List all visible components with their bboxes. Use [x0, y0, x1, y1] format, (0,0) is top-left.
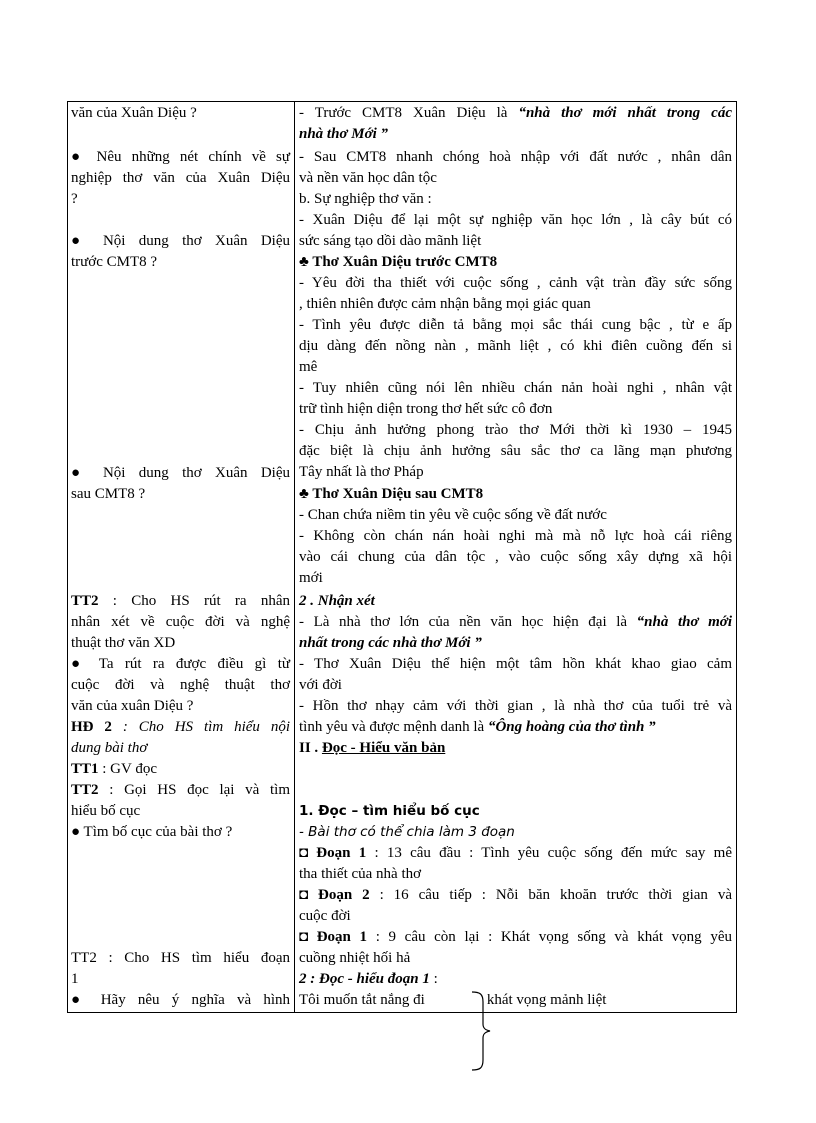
right-line: - Yêu đời tha thiết với cuộc sống , cảnh vật tràn đầy sức sống: [299, 275, 732, 291]
right-line: tha thiết của nhà thơ: [299, 866, 422, 882]
left-column-questions: [68, 102, 294, 1012]
right-line: ♣ Thơ Xuân Diệu sau CMT8: [299, 486, 484, 502]
right-line: - Chan chứa niềm tin yêu về cuộc sống về đất nước: [299, 507, 607, 523]
right-line: nhà thơ Mới ”: [299, 126, 389, 142]
right-line: b. Sự nghiệp thơ văn :: [299, 191, 432, 207]
right-line: cuộc đời: [299, 908, 351, 924]
right-line: mới: [299, 570, 323, 586]
right-line: 1. Đọc – tìm hiểu bố cục: [299, 803, 480, 819]
left-line: ● Nội dung thơ Xuân Diệu: [71, 465, 290, 481]
left-line: hiểu bố cục: [71, 803, 141, 819]
left-line: TT1 : GV đọc: [71, 761, 157, 777]
right-line: - Hồn thơ nhạy cảm với thời gian , là nhà thơ của tuổi trẻ và: [299, 698, 732, 714]
left-line: cuộc đời và nghệ thuật thơ: [71, 677, 290, 693]
right-line: - Tình yêu được diễn tả bằng mọi sắc thái cung bậc , từ e ấp: [299, 317, 732, 333]
left-line: văn của xuân Diệu ?: [71, 698, 194, 714]
right-line: với đời: [299, 677, 342, 693]
right-line: II . Đọc - Hiểu văn bản: [299, 740, 446, 756]
right-column-content: [295, 102, 738, 1012]
left-line: văn của Xuân Diệu ?: [71, 105, 197, 121]
right-line: - Là nhà thơ lớn của nền văn học hiện đại là “nhà thơ mới: [299, 614, 732, 630]
right-line: - Bài thơ có thể chia làm 3 đoạn: [299, 824, 515, 840]
right-line: - Tuy nhiên cũng nói lên nhiều chán nản hoài nghi , nhân vật: [299, 380, 732, 396]
right-line: đặc biệt là chịu ảnh hưởng sâu sắc thơ ca lãng mạn phương: [299, 443, 732, 459]
right-line: - Chịu ảnh hưởng phong trào thơ Mới thời kì 1930 – 1945: [299, 422, 732, 438]
left-line: nghiệp thơ văn của Xuân Diệu: [71, 170, 290, 186]
right-line: ♣ Thơ Xuân Diệu trước CMT8: [299, 254, 498, 270]
right-line: - Xuân Diệu để lại một sự nghiệp văn học lớn , là cây bút có: [299, 212, 732, 228]
content-table: [67, 101, 737, 1013]
right-line: Tôi muốn tắt nắng đi khát vọng mảnh liệt: [299, 992, 607, 1008]
left-line: HĐ 2 : Cho HS tìm hiểu nội: [71, 719, 291, 735]
right-line: - Trước CMT8 Xuân Diệu là “nhà thơ mới nhất trong các: [299, 105, 732, 121]
right-line: dịu dàng đến nồng nàn , mãnh liệt , có khi điên cuồng đến si: [299, 338, 732, 354]
left-line: 1: [71, 971, 79, 987]
right-line: và nền văn học dân tộc: [299, 170, 437, 186]
right-line: - Sau CMT8 nhanh chóng hoà nhập với đất nước , nhân dân: [299, 149, 732, 165]
right-line: cuồng nhiệt hối hả: [299, 950, 411, 966]
right-line: Tây nhất là thơ Pháp: [299, 464, 424, 480]
right-line: nhất trong các nhà thơ Mới ”: [299, 635, 482, 651]
right-line: - Thơ Xuân Diệu thể hiện một tâm hồn khát khao giao cảm: [299, 656, 732, 672]
right-line: vào cái chung của dân tộc , vào cuộc sống xây dựng xã hội: [299, 549, 732, 565]
right-line: ◘ Đoạn 2 : 16 câu tiếp : Nỗi băn khoăn trước thời gian và: [299, 887, 732, 903]
right-line: sức sáng tạo dồi dào mãnh liệt: [299, 233, 482, 249]
left-line: sau CMT8 ?: [71, 486, 146, 502]
left-line: ● Hãy nêu ý nghĩa và hình: [71, 992, 290, 1008]
right-line: tình yêu và được mệnh danh là “Ông hoàng của thơ tình ”: [299, 719, 656, 735]
curly-brace-icon: [466, 990, 496, 1072]
left-line: TT2 : Cho HS rút ra nhân: [71, 593, 290, 609]
left-line: ?: [71, 191, 78, 207]
right-line: - Không còn chán nán hoài nghi mà mà nỗ lực hoà cái riêng: [299, 528, 732, 544]
right-line: 2 : Đọc - hiểu đoạn 1 :: [299, 971, 438, 987]
right-line: ◘ Đoạn 1 : 13 câu đầu : Tình yêu cuộc sống đến mức say mê: [299, 845, 732, 861]
right-line: trữ tình hiện diện trong thơ hết sức cô đơn: [299, 401, 553, 417]
right-line: ◘ Đoạn 1 : 9 câu còn lại : Khát vọng sống và khát vọng yêu: [299, 929, 732, 945]
left-line: ● Ta rút ra được điều gì từ: [71, 656, 290, 672]
right-line: mê: [299, 359, 318, 375]
left-line: TT2 : Cho HS tìm hiểu đoạn: [71, 950, 290, 966]
left-line: trước CMT8 ?: [71, 254, 158, 270]
right-line: , thiên nhiên được cảm nhận bằng mọi giác quan: [299, 296, 591, 312]
left-line: ● Nội dung thơ Xuân Diệu: [71, 233, 290, 249]
left-line: ● Nêu những nét chính về sự: [71, 149, 290, 165]
right-line: 2 . Nhận xét: [299, 593, 375, 609]
left-line: ● Tìm bố cục của bài thơ ?: [71, 824, 233, 840]
left-line: dung bài thơ: [71, 740, 148, 756]
left-line: nhân xét về cuộc đời và nghệ: [71, 614, 290, 630]
left-line: thuật thơ văn XD: [71, 635, 176, 651]
left-line: TT2 : Gọi HS đọc lại và tìm: [71, 782, 290, 798]
